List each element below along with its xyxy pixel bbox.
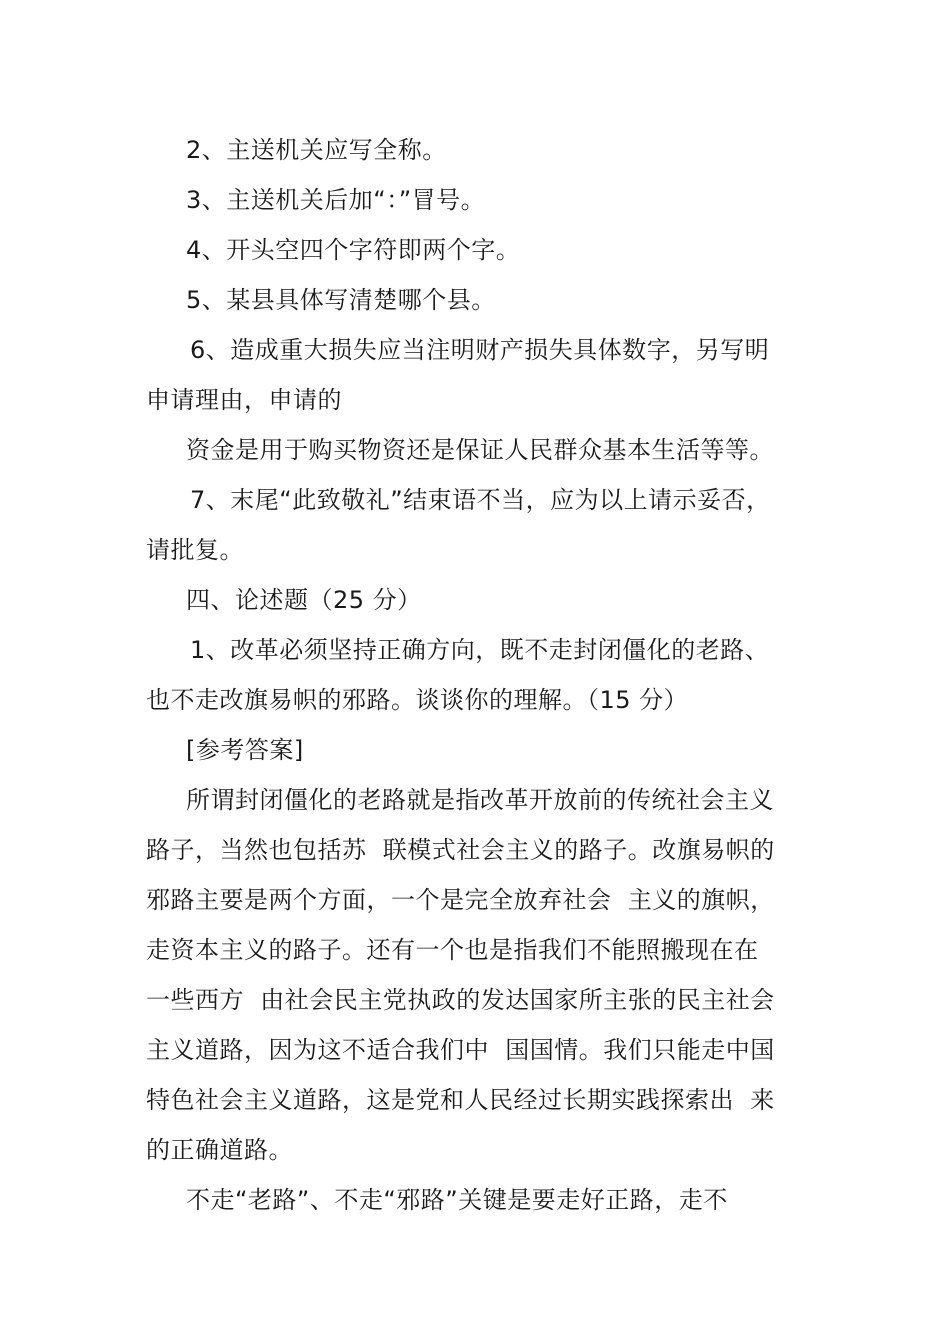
item-6-loss-figures: 6、造成重大损失应当注明财产损失具体数字，另写明 [190, 336, 770, 364]
item-5-county-name: 5、某县具体写清楚哪个县。 [186, 286, 496, 314]
answer-paragraph-1-line-8: 的正确道路。 [146, 1136, 293, 1164]
answer-paragraph-1-line-4: 走资本主义的路子。还有一个也是指我们不能照搬现在在 [146, 936, 759, 964]
answer-paragraph-1-line-3: 邪路主要是两个方面，一个是完全放弃社会 主义的旗帜， [146, 886, 775, 914]
answer-paragraph-1-line-1: 所谓封闭僵化的老路就是指改革开放前的传统社会主义 [186, 786, 774, 814]
item-6-continuation: 申请理由，申请的 [146, 386, 342, 414]
item-7-continuation: 请批复。 [146, 536, 244, 564]
item-2-main-recipient-full-name: 2、主送机关应写全称。 [186, 136, 447, 164]
answer-paragraph-1-line-2: 路子，当然也包括苏 联模式社会主义的路子。改旗易帜的 [146, 836, 775, 864]
essay-question-1-continuation: 也不走改旗易帜的邪路。谈谈你的理解。（15 分） [146, 686, 689, 714]
item-3-colon-after-recipient: 3、主送机关后加“：”冒号。 [186, 186, 486, 214]
item-4-indent-rule: 4、开头空四个字符即两个字。 [186, 236, 521, 264]
item-7-closing-phrase: 7、末尾“此致敬礼”结束语不当，应为以上请示妥否， [190, 486, 771, 514]
essay-question-1: 1、改革必须坚持正确方向，既不走封闭僵化的老路、 [190, 636, 770, 664]
section-four-heading: 四、论述题（25 分） [186, 586, 422, 614]
answer-paragraph-2-line-1: 不走“老路”、不走“邪路”关键是要走好正路，走不 [186, 1186, 728, 1214]
item-6-funds-purpose: 资金是用于购买物资还是保证人民群众基本生活等等。 [186, 436, 774, 464]
answer-paragraph-1-line-6: 主义道路，因为这不适合我们中 国国情。我们只能走中国 [146, 1036, 775, 1064]
answer-paragraph-1-line-7: 特色社会主义道路，这是党和人民经过长期实践探索出 来 [146, 1086, 775, 1114]
answer-paragraph-1-line-5: 一些西方 由社会民主党执政的发达国家所主张的民主社会 [146, 986, 775, 1014]
reference-answer-label: [参考答案] [186, 736, 304, 764]
